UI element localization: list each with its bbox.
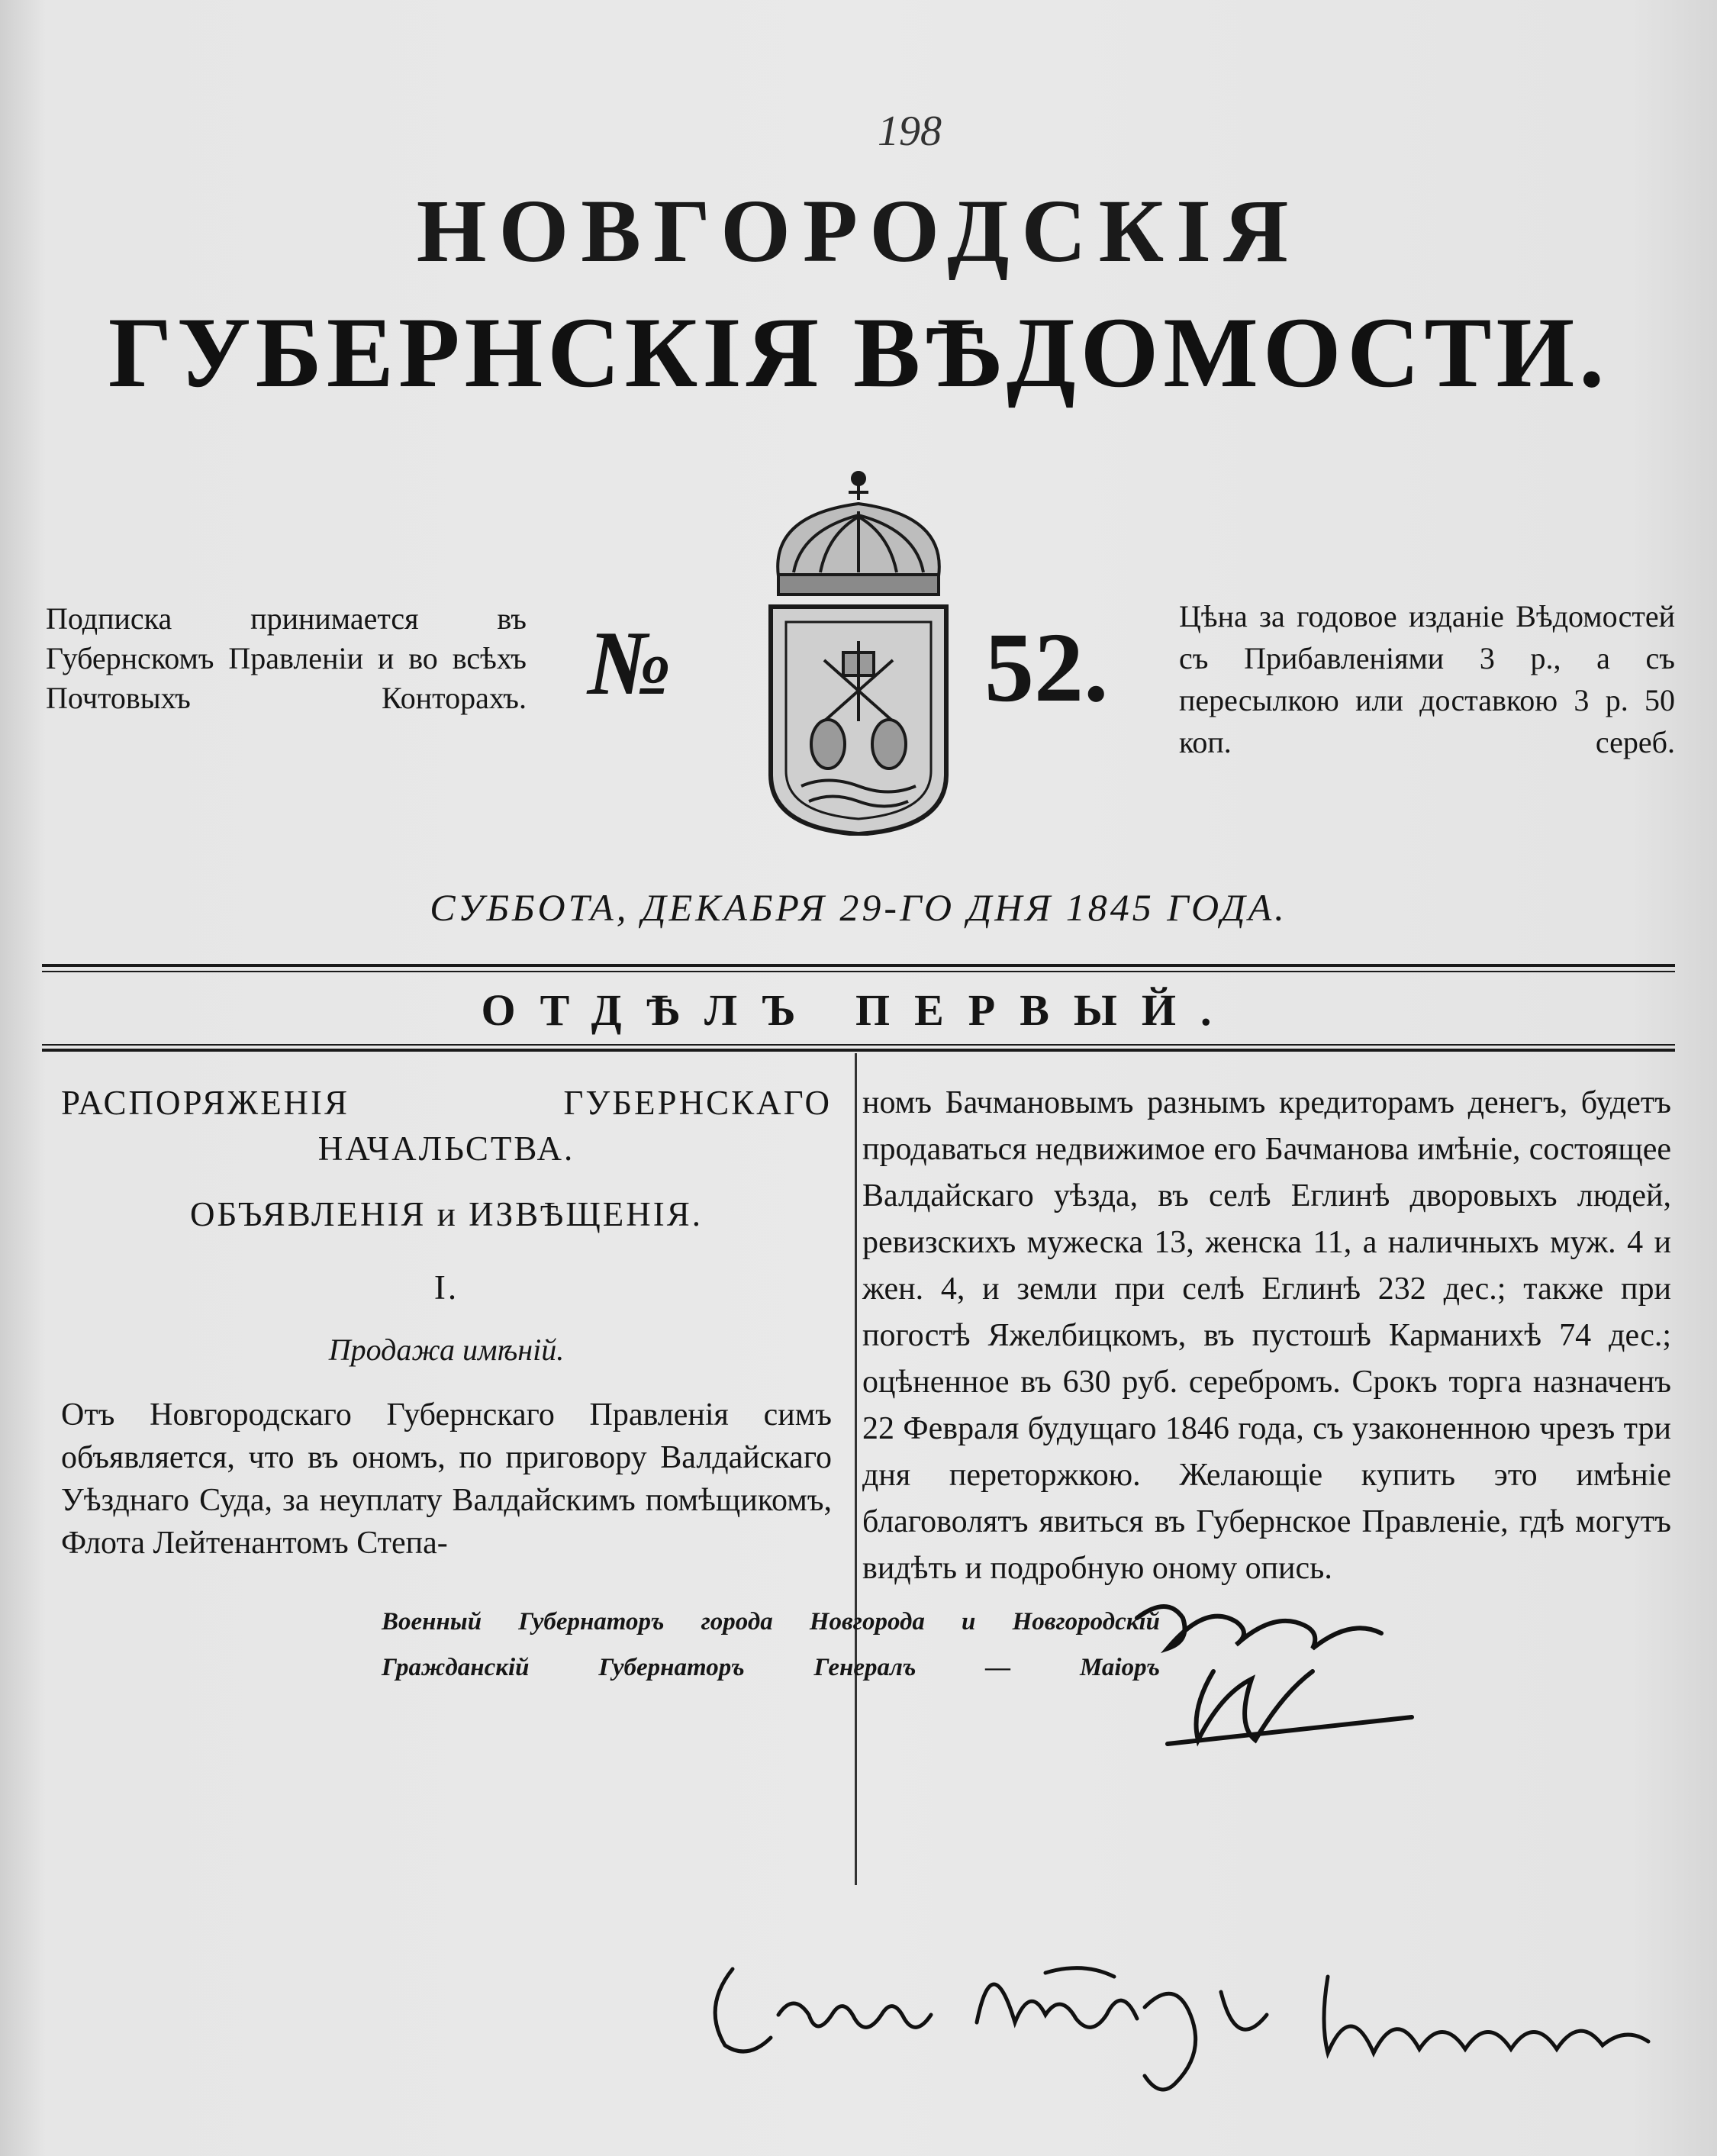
section-title: ОТДѢЛЪ ПЕРВЫЙ. bbox=[481, 985, 1236, 1035]
governor-handwritten-signature bbox=[1122, 1587, 1442, 1763]
coat-of-arms-emblem bbox=[748, 469, 969, 836]
masthead-title-line1: НОВГОРОДСКІЯ bbox=[416, 181, 1301, 281]
subscription-notice: Подписка принимается въ Губернскомъ Правленіи и во всѣхъ Почтовыхъ Конторахъ. bbox=[46, 601, 527, 715]
subheading-estate-sale: Продажа имѣній. bbox=[328, 1333, 565, 1367]
issue-number-label: № bbox=[588, 612, 672, 714]
divider-top-thin bbox=[42, 971, 1675, 972]
announcement-text-left: Отъ Новгородскаго Губернскаго Правленія симъ объявляется, что въ ономъ, по приговору Валдайскаго Уѣзднаго Суда, за неуплату Валдайскимъ помѣщикомъ, Флота Лейтенантомъ Степа- bbox=[61, 1397, 832, 1561]
divider-top-thick bbox=[42, 964, 1675, 967]
masthead-title-line2: ГУБЕРНСКІЯ ВѢДОМОСТИ. bbox=[108, 296, 1609, 408]
page-number: 198 bbox=[878, 108, 942, 155]
price-notice: Цѣна за годовое изданіе Вѣдомостей съ Прибавленіями 3 р., а съ пересылкою или доставкою 3 р. 50 коп. сереб. bbox=[1179, 599, 1675, 759]
governor-signature-block bbox=[382, 1599, 1160, 1690]
archive-handwritten-signature bbox=[687, 1900, 1679, 2129]
governor-title-line2: Гражданскій Губернаторъ Генералъ — Маіоръ bbox=[382, 1654, 1160, 1681]
announcement-text-right: номъ Бачмановымъ разнымъ кредиторамъ денегъ, будетъ продаваться недвижимое его Бачманова имѣніе, состоящее Валдайскаго уѣзда, въ селѣ Еглинѣ дворовыхъ людей, ревизскихъ мужеска 13, женска 11, а наличныхъ муж. 4 и жен. 4, и земли при селѣ Еглинѣ 232 дес.; также при погостѣ Яжелбицкомъ, въ пустошѣ Карманихѣ 74 дес.; оцѣненное въ 630 руб. серебромъ. Срокъ торга назначенъ 22 Февраля будущаго 1846 года, съ узаконенною чрезъ три дня переторжкою. Желающіе купить это имѣніе благоволятъ явиться въ Губернское Правленіе, гдѣ могутъ видѣть и подробную оному опись. bbox=[862, 1085, 1671, 1586]
issue-number-value: 52. bbox=[984, 613, 1109, 723]
column-divider bbox=[855, 1053, 857, 1885]
roman-numeral: I. bbox=[433, 1268, 459, 1307]
right-column bbox=[862, 1080, 1671, 1592]
left-column bbox=[61, 1080, 832, 1565]
heading-orders-line2: НАЧАЛЬСТВА. bbox=[317, 1130, 575, 1168]
divider-bottom-thick bbox=[42, 1049, 1675, 1052]
governor-title-line1: Военный Губернаторъ города Новгорода и Новгородскій bbox=[382, 1608, 1160, 1636]
dateline: СУББОТА, ДЕКАБРЯ 29-ГО ДНЯ 1845 ГОДА. bbox=[430, 886, 1287, 929]
divider-bottom-thin bbox=[42, 1044, 1675, 1046]
heading-announcements: ОБЪЯВЛЕНІЯ и ИЗВѢЩЕНІЯ. bbox=[190, 1195, 703, 1233]
heading-orders-line1: РАСПОРЯЖЕНІЯ ГУБЕРНСКАГО bbox=[61, 1084, 832, 1122]
